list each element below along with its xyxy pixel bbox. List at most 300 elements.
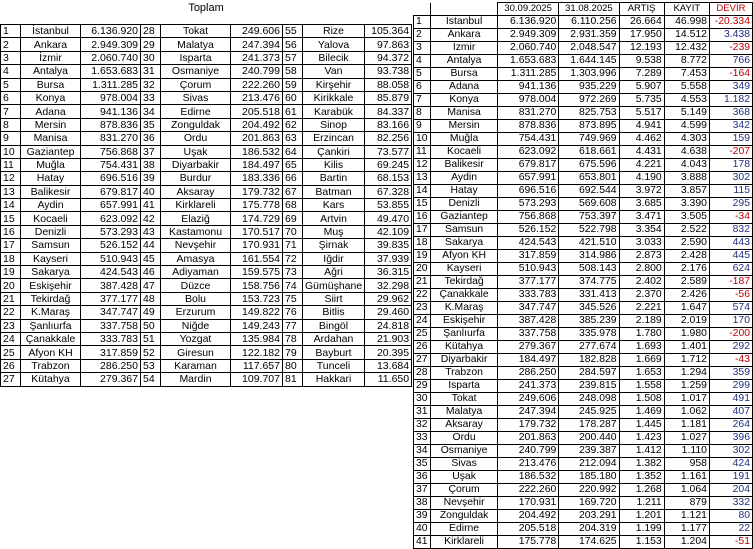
rank-cell: 28 xyxy=(141,25,161,38)
rank-cell: 74 xyxy=(283,279,303,292)
rank-cell: 29 xyxy=(414,380,431,393)
increase-cell: 1.199 xyxy=(619,523,664,536)
rank-cell: 25 xyxy=(1,346,21,359)
province-cell: Kocaeli xyxy=(431,146,498,159)
rank-cell: 61 xyxy=(283,105,303,118)
table-row xyxy=(414,354,753,367)
registration-cell: 1.027 xyxy=(664,432,709,445)
rank-cell: 32 xyxy=(141,78,161,91)
registration-cell: 5.149 xyxy=(664,107,709,120)
current-total-cell: 657.991 xyxy=(497,172,558,185)
province-cell: Antalya xyxy=(431,55,498,68)
table-row xyxy=(414,341,753,354)
total-cell: 149.243 xyxy=(231,319,283,332)
rank-cell: 22 xyxy=(1,306,21,319)
rank-cell: 66 xyxy=(283,172,303,185)
province-cell: Bursa xyxy=(21,78,81,91)
province-cell: K.Maraş xyxy=(21,306,81,319)
province-cell: Gaziantep xyxy=(21,145,81,158)
total-cell: 73.577 xyxy=(365,145,412,158)
registration-cell: 4.303 xyxy=(664,133,709,146)
table-row xyxy=(1,158,412,171)
previous-total-cell: 2.931.359 xyxy=(559,29,619,42)
registration-cell: 958 xyxy=(664,458,709,471)
province-cell: Afyon KH xyxy=(431,250,498,263)
previous-total-cell: 245.925 xyxy=(559,406,619,419)
registration-cell: 1.110 xyxy=(664,445,709,458)
total-cell: 36.315 xyxy=(365,266,412,279)
total-cell: 510.943 xyxy=(81,252,141,265)
current-total-cell: 286.250 xyxy=(497,367,558,380)
increase-cell: 1.153 xyxy=(619,536,664,549)
province-cell: Kirikkale xyxy=(303,91,365,104)
total-cell: 1.653.683 xyxy=(81,65,141,78)
increase-cell: 2.370 xyxy=(619,289,664,302)
rank-cell: 33 xyxy=(141,91,161,104)
increase-cell: 1.201 xyxy=(619,510,664,523)
increase-cell: 12.193 xyxy=(619,42,664,55)
rank-cell: 21 xyxy=(414,276,431,289)
previous-total-cell: 825.753 xyxy=(559,107,619,120)
transfer-cell: -164 xyxy=(709,68,752,81)
increase-cell: 2.189 xyxy=(619,315,664,328)
total-cell: 149.822 xyxy=(231,306,283,319)
previous-total-cell: 182.828 xyxy=(559,354,619,367)
current-total-cell: 573.293 xyxy=(497,198,558,211)
total-cell: 831.270 xyxy=(81,132,141,145)
table-row xyxy=(414,133,753,146)
rank-cell: 12 xyxy=(414,159,431,172)
province-cell: Adana xyxy=(21,105,81,118)
total-cell: 183.336 xyxy=(231,172,283,185)
rank-cell: 53 xyxy=(141,359,161,372)
table-row xyxy=(414,432,753,445)
total-cell: 20.395 xyxy=(365,346,412,359)
province-cell: Tekirdağ xyxy=(431,276,498,289)
province-cell: İstanbul xyxy=(431,16,498,29)
rank-cell: 28 xyxy=(414,367,431,380)
province-cell: Sakarya xyxy=(21,266,81,279)
rank-cell: 17 xyxy=(1,239,21,252)
current-total-cell: 424.543 xyxy=(497,237,558,250)
table-row xyxy=(414,315,753,328)
header-transfer: DEVİR xyxy=(709,3,752,16)
province-cell: Kütahya xyxy=(21,373,81,386)
rank-cell: 19 xyxy=(1,266,21,279)
province-cell: Şanlıurfa xyxy=(21,319,81,332)
table-row xyxy=(414,380,753,393)
table-row xyxy=(1,78,412,91)
province-cell: Hatay xyxy=(431,185,498,198)
province-cell: Düzce xyxy=(161,279,231,292)
province-cell: Amasya xyxy=(161,252,231,265)
province-cell: Niğde xyxy=(161,319,231,332)
province-cell: Hatay xyxy=(21,172,81,185)
rank-cell: 44 xyxy=(141,239,161,252)
total-cell: 623.092 xyxy=(81,212,141,225)
table-row xyxy=(414,445,753,458)
total-cell: 42.109 xyxy=(365,225,412,238)
rank-cell: 62 xyxy=(283,118,303,131)
transfer-cell: 159 xyxy=(709,133,752,146)
total-cell: 84.337 xyxy=(365,105,412,118)
rank-cell: 26 xyxy=(1,359,21,372)
province-cell: Sivas xyxy=(431,458,498,471)
current-total-cell: 333.783 xyxy=(497,289,558,302)
rank-cell: 38 xyxy=(414,497,431,510)
current-total-cell: 175.778 xyxy=(497,536,558,549)
transfer-cell: 170 xyxy=(709,315,752,328)
current-total-cell: 241.373 xyxy=(497,380,558,393)
rank-cell: 58 xyxy=(283,65,303,78)
rank-cell: 76 xyxy=(283,306,303,319)
province-cell: Aydin xyxy=(431,172,498,185)
increase-cell: 1.423 xyxy=(619,432,664,445)
rank-cell: 8 xyxy=(414,107,431,120)
province-cell: Burdur xyxy=(161,172,231,185)
total-cell: 941.136 xyxy=(81,105,141,118)
registration-cell: 4.638 xyxy=(664,146,709,159)
rank-cell: 14 xyxy=(1,199,21,212)
table-row xyxy=(414,68,753,81)
rank-cell: 40 xyxy=(414,523,431,536)
total-cell: 204.492 xyxy=(231,118,283,131)
current-total-cell: 978.004 xyxy=(497,94,558,107)
header-blank xyxy=(431,3,498,16)
table-row xyxy=(1,145,412,158)
transfer-cell: 1.182 xyxy=(709,94,752,107)
total-cell: 13.684 xyxy=(365,359,412,372)
rank-cell: 23 xyxy=(1,319,21,332)
rank-cell: 7 xyxy=(414,94,431,107)
registration-cell: 1.294 xyxy=(664,367,709,380)
registration-cell: 46.998 xyxy=(664,16,709,29)
transfer-cell: 178 xyxy=(709,159,752,172)
rank-cell: 14 xyxy=(414,185,431,198)
rank-cell: 3 xyxy=(1,51,21,64)
total-cell: 153.723 xyxy=(231,292,283,305)
table-row xyxy=(414,536,753,549)
rank-cell: 16 xyxy=(1,225,21,238)
province-cell: Ağri xyxy=(303,266,365,279)
increase-cell: 2.800 xyxy=(619,263,664,276)
table-row xyxy=(1,132,412,145)
rank-cell: 33 xyxy=(414,432,431,445)
total-cell: 1.311.285 xyxy=(81,78,141,91)
rank-cell: 46 xyxy=(141,266,161,279)
current-total-cell: 831.270 xyxy=(497,107,558,120)
total-cell: 317.859 xyxy=(81,346,141,359)
province-cell: Aksaray xyxy=(431,419,498,432)
rank-cell: 29 xyxy=(141,38,161,51)
registration-cell: 1.017 xyxy=(664,393,709,406)
table-row xyxy=(1,346,412,359)
previous-total-cell: 935.229 xyxy=(559,81,619,94)
transfer-cell: 191 xyxy=(709,471,752,484)
total-cell: 105.364 xyxy=(365,25,412,38)
province-cell: Muğla xyxy=(431,133,498,146)
province-cell: Zonguldak xyxy=(431,510,498,523)
current-total-cell: 186.532 xyxy=(497,471,558,484)
total-cell: 161.554 xyxy=(231,252,283,265)
registration-cell: 8.772 xyxy=(664,55,709,68)
total-cell: 205.518 xyxy=(231,105,283,118)
transfer-cell: 115 xyxy=(709,185,752,198)
transfer-cell: 299 xyxy=(709,380,752,393)
province-cell: Ardahan xyxy=(303,332,365,345)
rank-cell: 8 xyxy=(1,118,21,131)
province-cell: Bursa xyxy=(431,68,498,81)
rank-cell: 38 xyxy=(141,158,161,171)
total-cell: 32.298 xyxy=(365,279,412,292)
current-total-cell: 317.859 xyxy=(497,250,558,263)
province-cell: Şanlıurfa xyxy=(431,328,498,341)
transfer-cell: -187 xyxy=(709,276,752,289)
rank-cell: 43 xyxy=(141,225,161,238)
rank-cell: 30 xyxy=(414,393,431,406)
previous-total-cell: 753.397 xyxy=(559,211,619,224)
registration-cell: 2.428 xyxy=(664,250,709,263)
current-total-cell: 1.311.285 xyxy=(497,68,558,81)
total-cell: 179.732 xyxy=(231,185,283,198)
previous-total-cell: 1.303.996 xyxy=(559,68,619,81)
rank-cell: 31 xyxy=(141,65,161,78)
increase-cell: 4.431 xyxy=(619,146,664,159)
province-cell: Yozgat xyxy=(161,332,231,345)
total-cell: 94.372 xyxy=(365,51,412,64)
rank-cell: 17 xyxy=(414,224,431,237)
province-cell: Tokat xyxy=(431,393,498,406)
rank-cell: 18 xyxy=(414,237,431,250)
table-row xyxy=(414,29,753,42)
increase-cell: 2.402 xyxy=(619,276,664,289)
header-date-previous: 31.08.2025 xyxy=(559,3,619,16)
transfer-cell: 302 xyxy=(709,445,752,458)
province-cell: Siirt xyxy=(303,292,365,305)
registration-cell: 2.176 xyxy=(664,263,709,276)
total-cell: 117.657 xyxy=(231,359,283,372)
increase-cell: 1.693 xyxy=(619,341,664,354)
province-cell: İstanbul xyxy=(21,25,81,38)
increase-cell: 4.941 xyxy=(619,120,664,133)
province-cell: Antalya xyxy=(21,65,81,78)
table-row xyxy=(414,302,753,315)
transfer-cell: 766 xyxy=(709,55,752,68)
rank-cell: 9 xyxy=(414,120,431,133)
table-row xyxy=(414,159,753,172)
province-cell: Konya xyxy=(21,91,81,104)
transfer-cell: 295 xyxy=(709,198,752,211)
rank-cell: 54 xyxy=(141,373,161,386)
rank-cell: 20 xyxy=(1,279,21,292)
increase-cell: 4.462 xyxy=(619,133,664,146)
total-cell: 39.835 xyxy=(365,239,412,252)
registration-cell: 1.177 xyxy=(664,523,709,536)
increase-cell: 1.780 xyxy=(619,328,664,341)
previous-total-cell: 212.094 xyxy=(559,458,619,471)
province-cell: Çanakkale xyxy=(21,332,81,345)
rank-cell: 6 xyxy=(1,91,21,104)
registration-cell: 1.401 xyxy=(664,341,709,354)
rank-cell: 37 xyxy=(141,145,161,158)
province-cell: Isparta xyxy=(431,380,498,393)
total-cell: 387.428 xyxy=(81,279,141,292)
total-cell: 377.177 xyxy=(81,292,141,305)
table-row xyxy=(414,458,753,471)
current-total-cell: 240.799 xyxy=(497,445,558,458)
table-row xyxy=(414,471,753,484)
registration-cell: 1.204 xyxy=(664,536,709,549)
current-total-cell: 170.931 xyxy=(497,497,558,510)
rank-cell: 55 xyxy=(283,25,303,38)
province-cell: Balikesir xyxy=(431,159,498,172)
total-cell: 175.778 xyxy=(231,199,283,212)
increase-cell: 1.669 xyxy=(619,354,664,367)
rank-cell: 27 xyxy=(1,373,21,386)
table-title-row xyxy=(1,2,412,25)
increase-cell: 5.735 xyxy=(619,94,664,107)
table-row xyxy=(1,252,412,265)
current-total-cell: 222.260 xyxy=(497,484,558,497)
rank-cell: 27 xyxy=(414,354,431,367)
province-cell: Samsun xyxy=(431,224,498,237)
transfer-cell: 407 xyxy=(709,406,752,419)
rank-cell: 77 xyxy=(283,319,303,332)
transfer-cell: -207 xyxy=(709,146,752,159)
table-row xyxy=(414,484,753,497)
province-cell: Eskişehir xyxy=(21,279,81,292)
rank-cell: 23 xyxy=(414,302,431,315)
previous-total-cell: 6.110.256 xyxy=(559,16,619,29)
province-cell: Kütahya xyxy=(431,341,498,354)
province-cell: Bitlis xyxy=(303,306,365,319)
total-cell: 573.293 xyxy=(81,225,141,238)
rank-cell: 16 xyxy=(414,211,431,224)
current-total-cell: 179.732 xyxy=(497,419,558,432)
total-cell: 679.817 xyxy=(81,185,141,198)
province-totals-table xyxy=(0,2,412,387)
rank-cell: 7 xyxy=(1,105,21,118)
table-row xyxy=(1,373,412,386)
registration-cell: 4.043 xyxy=(664,159,709,172)
increase-cell: 5.907 xyxy=(619,81,664,94)
registration-cell: 1.062 xyxy=(664,406,709,419)
transfer-cell: -56 xyxy=(709,289,752,302)
current-total-cell: 756.868 xyxy=(497,211,558,224)
province-cell: Denizli xyxy=(21,225,81,238)
rank-cell: 67 xyxy=(283,185,303,198)
table-row xyxy=(414,276,753,289)
table-row xyxy=(1,359,412,372)
province-cell: Osmaniye xyxy=(431,445,498,458)
province-cell: Van xyxy=(303,65,365,78)
table-row xyxy=(1,332,412,345)
increase-cell: 9.538 xyxy=(619,55,664,68)
total-cell: 526.152 xyxy=(81,239,141,252)
province-cell: Edirne xyxy=(161,105,231,118)
total-cell: 158.756 xyxy=(231,279,283,292)
rank-cell: 15 xyxy=(1,212,21,225)
registration-cell: 879 xyxy=(664,497,709,510)
header-increase: ARTIŞ xyxy=(619,3,664,16)
rank-cell: 11 xyxy=(1,158,21,171)
header-registration: KAYIT xyxy=(664,3,709,16)
rank-cell: 41 xyxy=(414,536,431,549)
province-cell: Diyarbakir xyxy=(161,158,231,171)
registration-cell: 1.121 xyxy=(664,510,709,523)
province-cell: Gaziantep xyxy=(431,211,498,224)
province-cell: Rize xyxy=(303,25,365,38)
previous-total-cell: 331.413 xyxy=(559,289,619,302)
rank-cell: 35 xyxy=(414,458,431,471)
province-cell: Artvin xyxy=(303,212,365,225)
current-total-cell: 347.747 xyxy=(497,302,558,315)
increase-cell: 2.873 xyxy=(619,250,664,263)
transfer-cell: 80 xyxy=(709,510,752,523)
rank-cell: 4 xyxy=(1,65,21,78)
rank-cell: 19 xyxy=(414,250,431,263)
header-row xyxy=(414,3,753,16)
rank-cell: 47 xyxy=(141,279,161,292)
table-title: Toplam xyxy=(1,2,412,25)
increase-cell: 3.033 xyxy=(619,237,664,250)
province-cell: Uşak xyxy=(161,145,231,158)
transfer-cell: 491 xyxy=(709,393,752,406)
total-cell: 6.136.920 xyxy=(81,25,141,38)
current-total-cell: 279.367 xyxy=(497,341,558,354)
rank-cell: 20 xyxy=(414,263,431,276)
registration-cell: 12.432 xyxy=(664,42,709,55)
table-row xyxy=(1,239,412,252)
transfer-cell: 22 xyxy=(709,523,752,536)
rank-cell: 42 xyxy=(141,212,161,225)
rank-cell: 2 xyxy=(1,38,21,51)
previous-total-cell: 374.775 xyxy=(559,276,619,289)
province-cell: Tunceli xyxy=(303,359,365,372)
total-cell: 85.879 xyxy=(365,91,412,104)
province-cell: Tekirdağ xyxy=(21,292,81,305)
province-cell: Zonguldak xyxy=(161,118,231,131)
province-cell: Muş xyxy=(303,225,365,238)
province-change-table xyxy=(413,2,753,549)
previous-total-cell: 749.969 xyxy=(559,133,619,146)
transfer-cell: 574 xyxy=(709,302,752,315)
rank-cell: 13 xyxy=(414,172,431,185)
province-cell: Şirnak xyxy=(303,239,365,252)
rank-cell: 41 xyxy=(141,199,161,212)
province-cell: İzmir xyxy=(21,51,81,64)
total-cell: 170.517 xyxy=(231,225,283,238)
registration-cell: 14.512 xyxy=(664,29,709,42)
current-total-cell: 679.817 xyxy=(497,159,558,172)
rank-cell: 1 xyxy=(1,25,21,38)
total-cell: 286.250 xyxy=(81,359,141,372)
province-cell: Çorum xyxy=(161,78,231,91)
increase-cell: 1.653 xyxy=(619,367,664,380)
table-row xyxy=(414,146,753,159)
current-total-cell: 377.177 xyxy=(497,276,558,289)
province-cell: Bayburt xyxy=(303,346,365,359)
total-cell: 170.931 xyxy=(231,239,283,252)
province-cell: Ankara xyxy=(431,29,498,42)
increase-cell: 1.352 xyxy=(619,471,664,484)
increase-cell: 1.412 xyxy=(619,445,664,458)
transfer-cell: 332 xyxy=(709,497,752,510)
total-cell: 424.543 xyxy=(81,266,141,279)
current-total-cell: 941.136 xyxy=(497,81,558,94)
rank-cell: 40 xyxy=(141,185,161,198)
registration-cell: 1.259 xyxy=(664,380,709,393)
